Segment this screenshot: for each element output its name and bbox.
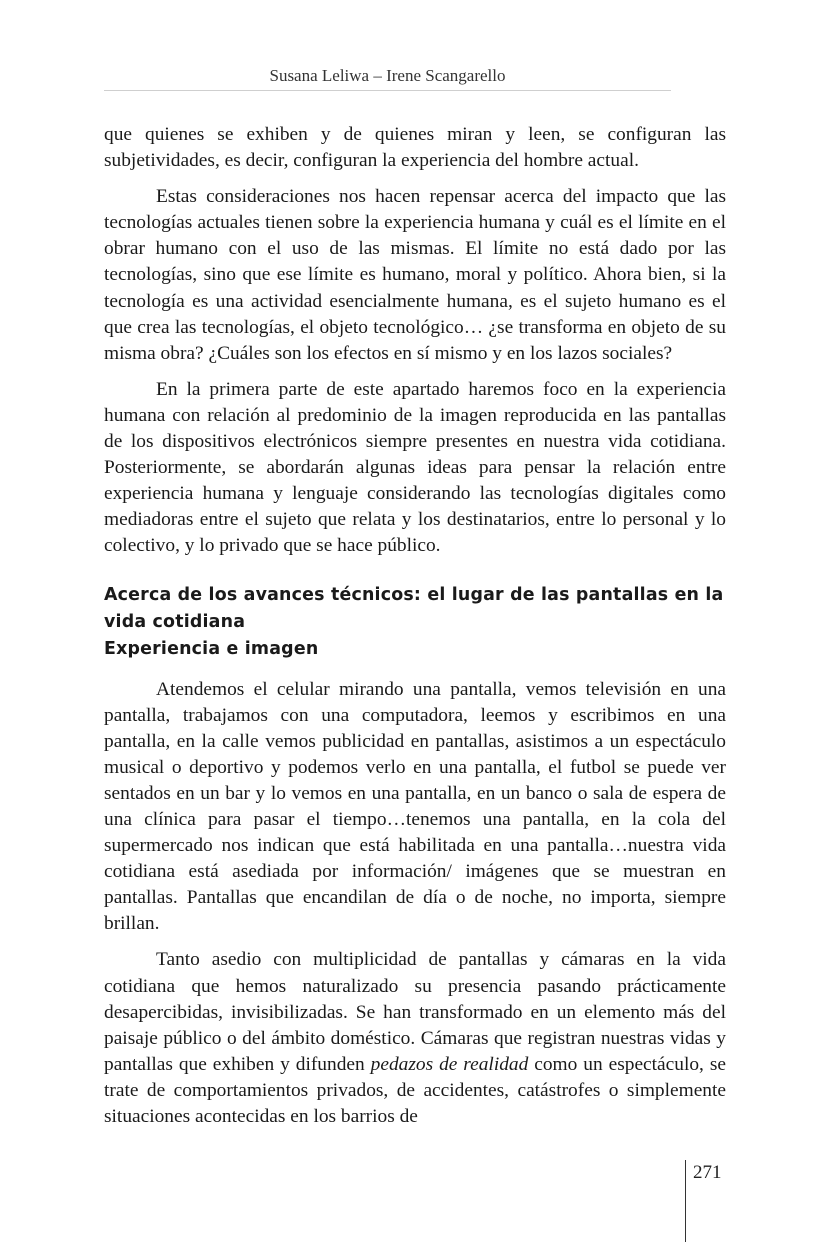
page-number-rule [685,1160,686,1242]
running-header: Susana Leliwa – Irene Scangarello [269,66,506,85]
paragraph-section-intro: En la primera parte de este apartado haremos foco en la experiencia humana con relación al predominio de la imagen reproducida en las pantallas de los dispositivos electrónicos siempre presentes en nuestra vida cotidiana. Posteriormente, se abordarán algunas ideas para pensar la relación entre experiencia humana y lenguaje considerando las tecnologías digitales como mediadoras entre el sujeto que relata y los destinatarios, entre lo personal y lo colectivo, y lo privado que se hace público. [104,378,726,557]
page-number: 271 [693,1162,722,1183]
paragraph-siege [104,947,726,1130]
paragraph-screens: Atendemos el celular mirando una pantalla, vemos televisión en una pantalla, trabajamos con una computadora, leemos y escribimos en una pantalla, en la calle vemos publicidad en pantallas, asistimos a un espectáculo musical o deportivo y podemos verlo en una pantalla, el futbol se puede ver sentados en un bar y lo vemos en una pantalla, en un banco o sala de espera de una clínica para pasar el tiempo…tenemos una pantalla, en la cola del supermercado nos indican que está habilitada en una pantalla…nuestra vida cotidiana está asediada por información/ imágenes que se muestran en pantallas. Pantallas que encandilan de día o de noche, no importa, siempre brillan. [104,678,726,935]
italic-phrase: pedazos de realidad [370,1053,529,1075]
subsection-title: Experiencia e imagen [104,638,319,659]
section-title: Acerca de los avances técnicos: el lugar de las pantallas en la vida cotidiana [104,584,724,632]
header-divider [104,90,671,91]
section-heading [104,582,726,663]
paragraph-considerations: Estas consideraciones nos hacen repensar acerca del impacto que las tecnologías actuales tienen sobre la experiencia humana y cuál es el límite en el obrar humano con el uso de las mismas. El límite no está dado por las tecnologías, sino que ese límite es humano, moral y político. Ahora bien, si la tecnología es una actividad esencialmente humana, es el sujeto humano es el que crea las tecnologías, el objeto tecnológico… ¿se transforma en objeto de su misma obra? ¿Cuáles son los efectos en sí mismo y en los lazos sociales? [104,186,726,364]
paragraph-siege-text-end: como un espectáculo, se trate de comportamientos privados, de accidentes, catástrofes o simplemente situaciones acontecidas en los barrios de [104,1053,726,1127]
page-body [104,122,726,1140]
paragraph-siege-text: Tanto asedio con multiplicidad de pantallas y cámaras en la vida cotidiana que hemos naturalizado su presencia pasando prácticamente desapercibidas, invisibilizadas. Se han transformado en un elemento más del paisaje público o del ámbito doméstico. Cámaras que registran nuestras vidas y pantallas que exhiben y difunden [104,949,726,1075]
paragraph-continuation: que quienes se exhiben y de quienes miran y leen, se configuran las subjetividades, es decir, configuran la experiencia del hombre actual. [104,124,726,172]
